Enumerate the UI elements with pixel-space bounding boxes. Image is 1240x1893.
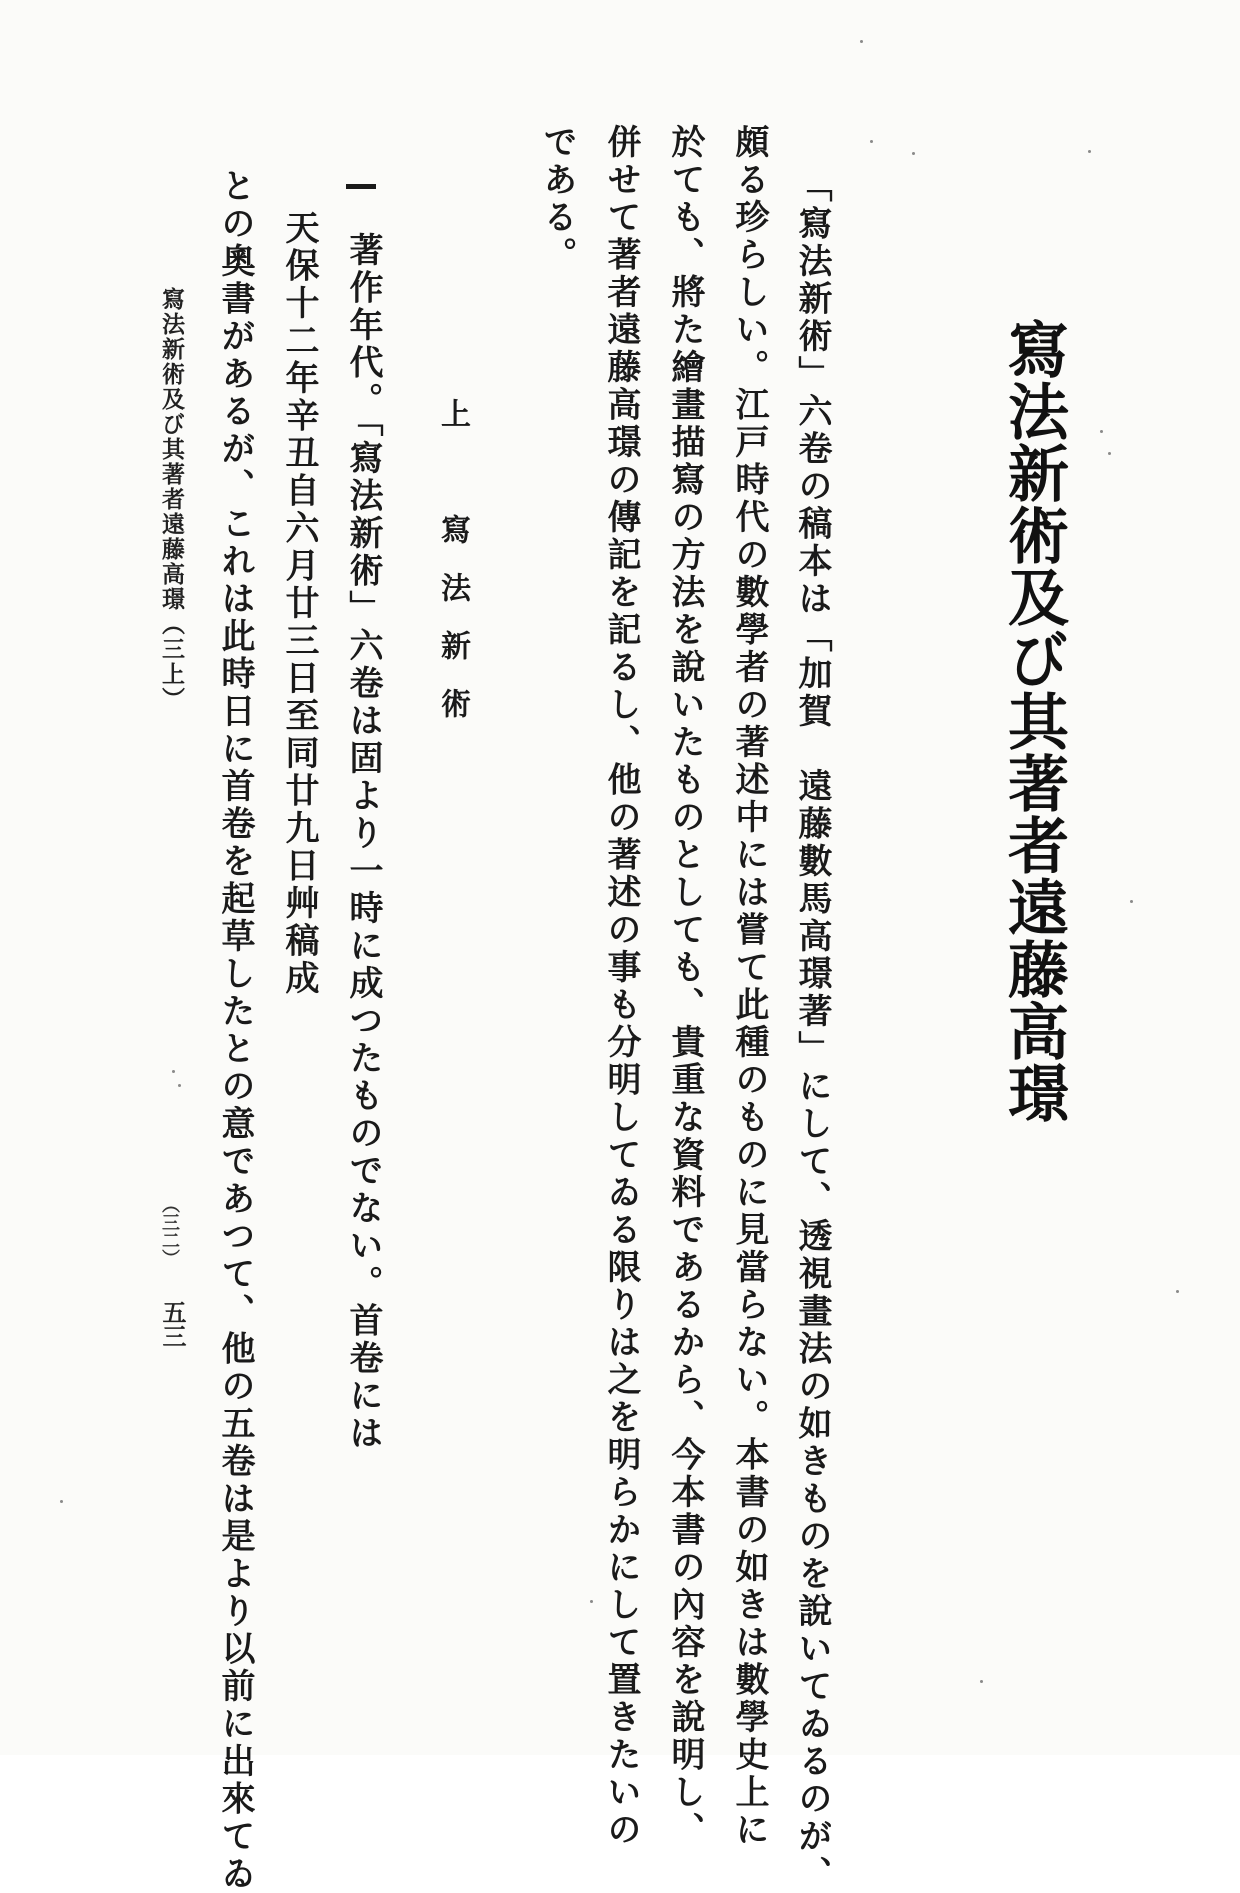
section-heading: 上 寫法新術 — [435, 398, 470, 746]
item-line-1: 著作年代。「寫法新術」六卷は固より一時に成つたものでない。首卷には — [343, 232, 383, 1453]
page-number: 五三 — [158, 1300, 187, 1348]
page-title: 寫法新術及び其著者遠藤高璟 — [998, 318, 1069, 1124]
paragraph-line-2: 頗る珍らしい。江戸時代の數學者の著述中には嘗て此種のものに見當らない。本書の如きは數學史上に — [729, 124, 769, 1849]
item-line-3: との奧書があるが、これは此時日に首卷を起草したとの意であつて、他の五卷は是より以前に出來てゐ — [215, 168, 255, 1893]
paragraph-line-5: である。 — [537, 124, 577, 274]
item-line-2: 天保十二年辛丑自六月廿三日至同廿九日艸稿成 — [279, 210, 319, 998]
paragraph-line-4: 併せて著者遠藤高璟の傳記を記るし、他の著述の事も分明してゐる限りは之を明らかにして置きたいの — [601, 124, 641, 1849]
item-marker — [346, 184, 376, 189]
paragraph-line-1: 「寫法新術」六卷の稿本は「加賀 遠藤數馬高璟著」にして、透視畫法の如きものを說いてゐるのが、 — [792, 168, 832, 1893]
footer-sub-number: （三二） — [159, 1195, 180, 1267]
running-title: 寫法新術及び其著者遠藤高璟（三上） — [158, 287, 185, 712]
paragraph-line-3: 於ても、將た繪畫描寫の方法を說いたものとしても、貴重な資料であるから、今本書の內容を說明し、 — [665, 124, 705, 1849]
